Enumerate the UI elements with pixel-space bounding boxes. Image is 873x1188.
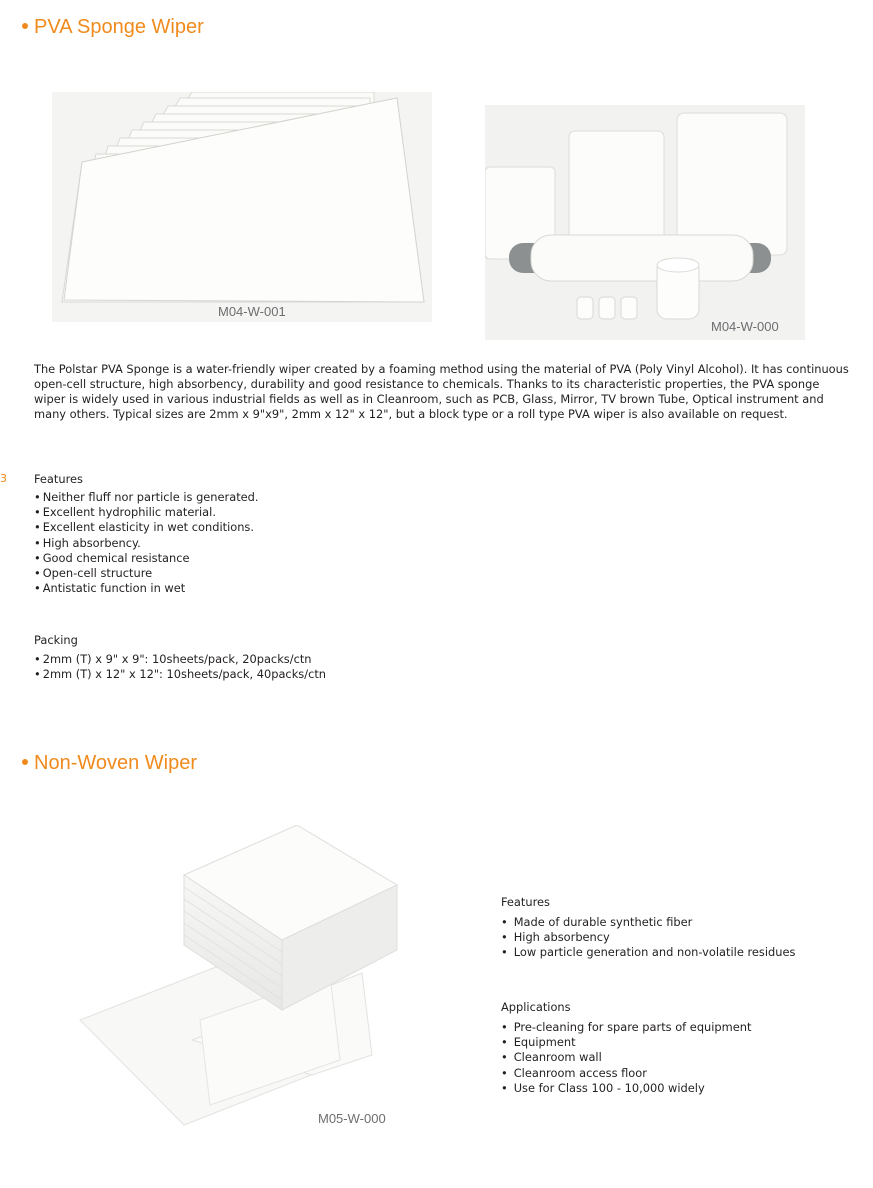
pva-packing-list	[34, 652, 326, 682]
list-item: • Low particle generation and non-volatile residues	[501, 945, 795, 960]
product-code-m05-w-000: M05-W-000	[318, 1111, 386, 1126]
product-code-m04-w-000: M04-W-000	[711, 319, 779, 334]
list-item: • High absorbency.	[34, 536, 259, 551]
section-title-pva-text: PVA Sponge Wiper	[34, 16, 204, 38]
list-item: • Excellent hydrophilic material.	[34, 505, 259, 520]
list-item: • Use for Class 100 - 10,000 widely	[501, 1081, 751, 1096]
nonwoven-applications-heading: Applications	[501, 1000, 571, 1014]
nonwoven-applications-list	[501, 1020, 751, 1096]
nonwoven-features-list	[501, 915, 795, 961]
list-item: • Equipment	[501, 1035, 751, 1050]
pva-blocks-photo	[485, 105, 805, 340]
list-item: • Pre-cleaning for spare parts of equipment	[501, 1020, 751, 1035]
nonwoven-wiper-illustration	[72, 825, 412, 1130]
pva-blocks-illustration	[485, 105, 805, 340]
margin-page-mark: 3	[0, 472, 7, 485]
list-item: • Antistatic function in wet	[34, 581, 259, 596]
pva-sheets-photo	[52, 92, 432, 322]
list-item: • High absorbency	[501, 930, 795, 945]
pva-features-heading: Features	[34, 472, 83, 486]
product-code-m04-w-001: M04-W-001	[218, 304, 286, 319]
section-title-pva	[22, 15, 204, 39]
bullet-dot-icon	[22, 23, 28, 29]
pva-packing-heading: Packing	[34, 633, 78, 647]
list-item: • 2mm (T) x 12" x 12": 10sheets/pack, 40packs/ctn	[34, 667, 326, 682]
list-item: • Cleanroom wall	[501, 1050, 751, 1065]
pva-sheets-illustration	[52, 92, 432, 322]
list-item: • 2mm (T) x 9" x 9": 10sheets/pack, 20packs/ctn	[34, 652, 326, 667]
nonwoven-wiper-photo	[72, 825, 412, 1130]
list-item: • Neither fluff nor particle is generated.	[34, 490, 259, 505]
section-title-nonwoven-text: Non-Woven Wiper	[34, 752, 198, 774]
pva-features-list	[34, 490, 259, 596]
nonwoven-features-heading: Features	[501, 895, 550, 909]
list-item: • Good chemical resistance	[34, 551, 259, 566]
bullet-dot-icon	[22, 759, 28, 765]
list-item: • Open-cell structure	[34, 566, 259, 581]
list-item: • Made of durable synthetic fiber	[501, 915, 795, 930]
list-item: • Cleanroom access floor	[501, 1066, 751, 1081]
pva-description: The Polstar PVA Sponge is a water-friendly wiper created by a foaming method using the material of PVA (Poly Vinyl Alcohol). It has continuous open-cell structure, high absorbency, durability and good resistance to chemicals. Thanks to its characteristic properties, the PVA sponge wiper is widely used in various industrial fields as well as in Cleanroom, such as PCB, Glass, Mirror, TV brown Tube, Optical instrument and many others. Typical sizes are 2mm x 9"x9", 2mm x 12" x 12", but a block type or a roll type PVA wiper is also available on request.	[34, 362, 849, 421]
section-title-nonwoven	[22, 751, 197, 775]
list-item: • Excellent elasticity in wet conditions.	[34, 520, 259, 535]
